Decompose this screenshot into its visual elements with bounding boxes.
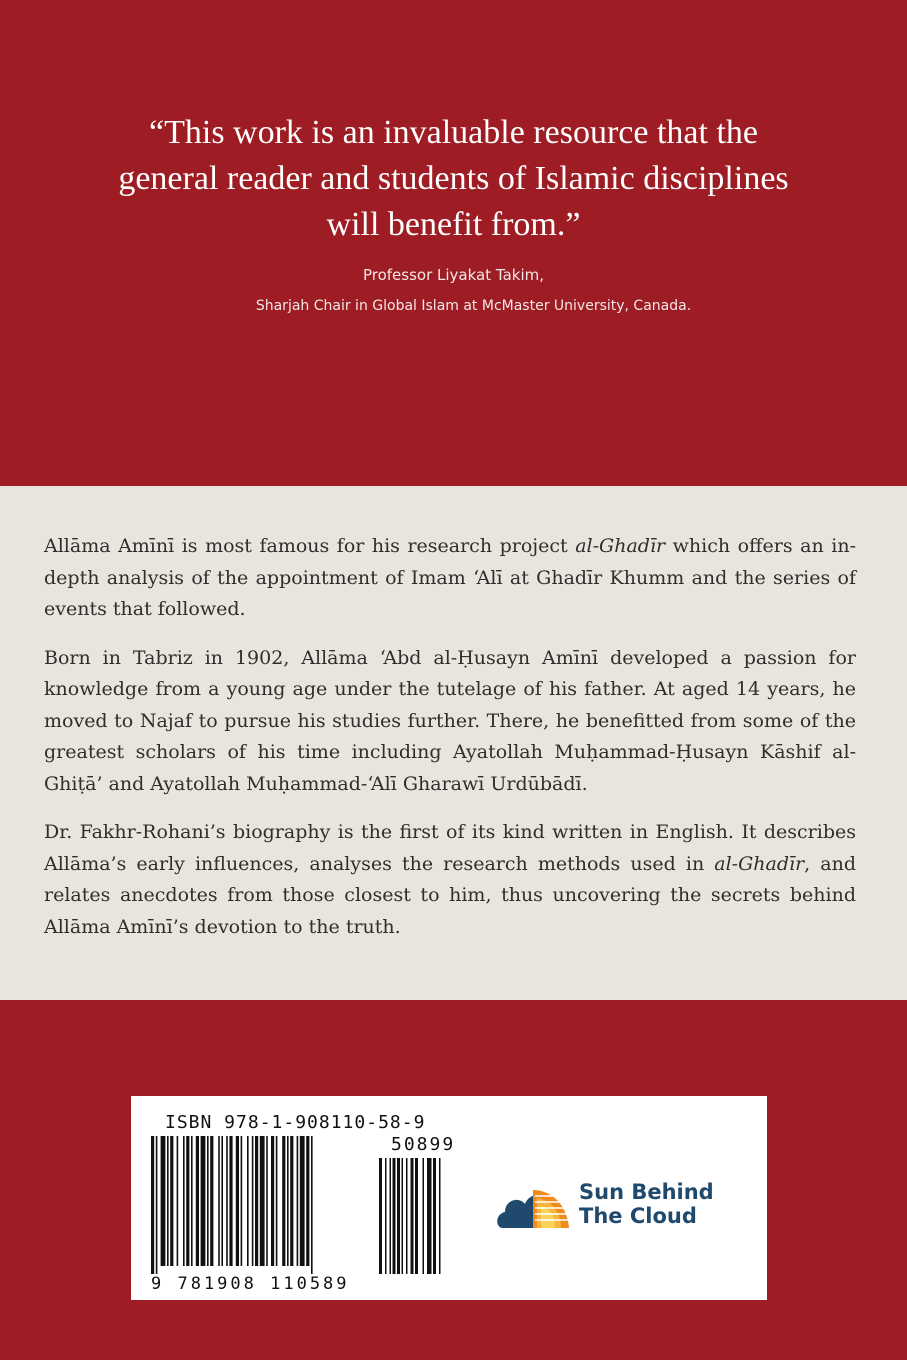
barcode-bar [236,1136,239,1266]
barcode-bar [290,1136,293,1266]
barcode-bar [167,1136,169,1266]
blurb-paragraph-1 [44,531,856,626]
barcode-bar [255,1136,258,1266]
barcode-bar [266,1136,268,1266]
barcode-bar [271,1136,274,1266]
blurb-text [44,531,856,960]
barcode-bar [183,1136,185,1266]
blurb-p3-part-c: , and relates anecdotes from those closest to him, thus uncovering the secrets behind Allāma Amīnī’s devotion to the truth. [44,852,857,938]
barcode-bar [229,1136,232,1266]
barcode-bar [210,1136,213,1266]
barcode-bar [276,1136,278,1266]
barcode-addon-bar [390,1158,392,1274]
quote-affiliation: Sharjah Chair in Global Islam at McMaster University, Canada. [255,298,692,314]
barcode-bar [297,1136,299,1266]
blurb-p3-title: al-Ghadīr [714,852,805,875]
blurb-paragraph-3 [44,817,856,943]
barcode-bar [161,1136,166,1266]
barcode-bar [306,1136,309,1266]
barcode-bar [252,1136,254,1266]
barcode-addon-bar [433,1158,436,1274]
barcode-bar [282,1136,285,1266]
publisher-name-line1: Sun Behind [579,1180,714,1204]
barcode-bar [207,1136,209,1266]
barcode-addon-bar [415,1158,418,1274]
publisher-logo [493,1170,733,1242]
blurb-p1-part-c: which offers an in-depth analysis of the appointment of Imam ‘Alī at Ghadīr Khumm and the series of events that followed. [44,535,856,620]
barcode-addon-bar [385,1158,387,1274]
barcode-bar [186,1136,189,1266]
publisher-name [579,1180,714,1228]
barcode-addon-number: 50899 [391,1134,456,1155]
barcode-addon-bar [379,1158,382,1274]
cloud-sun-logo-icon [493,1170,577,1242]
isbn-label: ISBN 978-1-908110-58-9 [165,1112,426,1133]
barcode-addon-bar [397,1158,400,1274]
barcode-bar [191,1136,193,1266]
barcode-addon-bar [423,1158,425,1274]
quote-author: Professor Liyakat Takim, [362,266,544,284]
barcode-addon-bar [427,1158,432,1274]
barcode-bar [201,1136,206,1266]
barcode-bar [151,1136,154,1274]
blurb-paragraph-2: Born in Tabriz in 1902, Allāma ‘Abd al-Ḥusayn Amīnī developed a passion for knowledge from a young age under the tutelage of his father. At aged 14 years, he moved to Najaf to pursue his studies further. There, he benefitted from some of the greatest scholars of his time including Ayatollah Muḥammad-Ḥusayn Kāshif al-Ghiṭā’ and Ayatollah Muḥammad-‘Alī Gharawī Urdūbādī. [44,646,856,795]
barcode-addon-bar [411,1158,414,1274]
blurb-p1-title: al-Ghadīr [575,535,666,557]
blurb-panel [0,486,907,1000]
barcode-bar [300,1136,305,1266]
barcode-bar [260,1136,265,1266]
barcode-bar [221,1136,223,1266]
barcode-bar [177,1136,179,1266]
barcode-bar [247,1136,249,1266]
barcode-bar [311,1136,313,1274]
barcode-bar [218,1136,220,1266]
barcode-addon-bar [393,1158,396,1274]
quote-text: “This work is an invaluable resource that the general reader and students of Islamic disciplines will benefit from.” [118,114,789,243]
barcode-digits: 9 781908 110589 [151,1274,350,1294]
barcode-addon-bar [406,1158,408,1274]
barcode-bar [170,1136,173,1266]
barcode-bar [226,1136,228,1266]
endorsement-quote [0,110,907,314]
barcode-box [131,1096,767,1300]
barcode-addon-bar [402,1158,404,1274]
publisher-name-line2: The Cloud [579,1204,697,1228]
barcode-addon-bar [439,1158,441,1274]
barcode-bar [156,1136,158,1274]
barcode-icon [147,1136,447,1276]
barcode-bar [287,1136,289,1266]
blurb-p1-part-a: Allāma Amīnī is most famous for his research project [44,535,576,557]
barcode-bar [196,1136,199,1266]
barcode-bar [241,1136,243,1266]
blurb-p3-part-a: Dr. Fakhr-Rohani’s biography is the first of its kind written in English. It describes Allāma’s early influences, analyses the research methods used in [44,821,856,875]
